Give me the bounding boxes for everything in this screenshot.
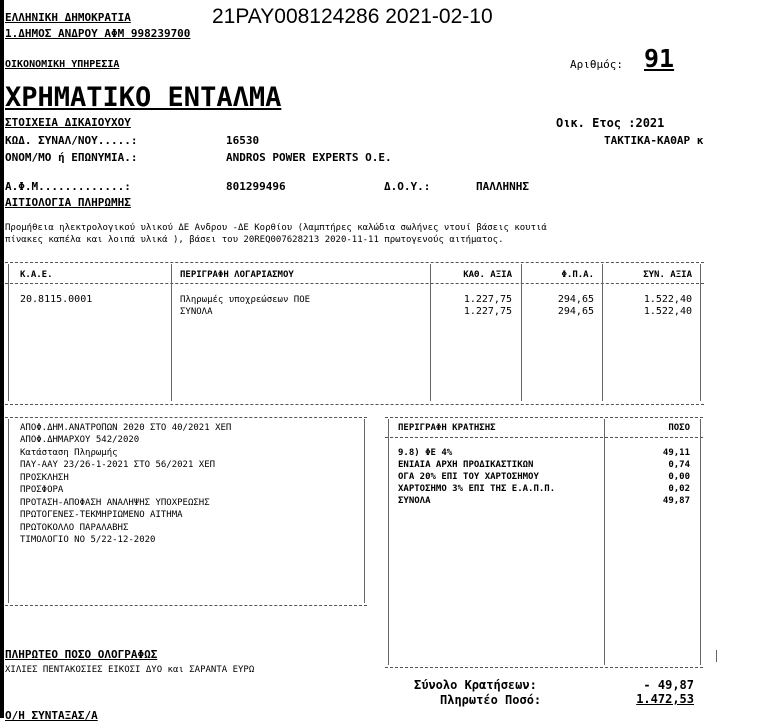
list-item: Κατάσταση Πληρωμής (20, 448, 118, 458)
list-item: ΑΠΟΦ.ΔΗΜΑΡΧΟΥ 542/2020 (20, 435, 140, 445)
list-item: ΤΙΜΟΛΟΓΙΟ ΝΟ 5/22-12-2020 (20, 535, 156, 545)
fiscal-year: Οικ. Ετος :2021 (556, 116, 665, 130)
warrant-number: 91 (644, 44, 675, 73)
column-header-net-value: ΚΑΘ. ΑΞΙΑ (463, 270, 512, 280)
deduction-description: 9.8) ΦΕ 4% (398, 448, 453, 458)
deduction-header-description: ΠΕΡΙΓΡΑΦΗ ΚΡΑΤΗΣΗΣ (398, 423, 496, 433)
municipality-label: 1.ΔΗΜΟΣ ΑΝΔΡΟΥ ΑΦΜ 998239700 (5, 27, 191, 40)
totals-label: ΣΥΝΟΛΑ (180, 307, 213, 317)
beneficiary-section-title: ΣΤΟΙΧΕΙΑ ΔΙΚΑΙΟΥΧΟΥ (5, 116, 131, 129)
vat-total: 294,65 (557, 306, 594, 317)
grand-total: 1.522,40 (643, 306, 692, 317)
list-item: ΠΡΟΤΑΣΗ-ΑΠΟΦΑΣΗ ΑΝΑΛΗΨΗΣ ΥΠΟΧΡΕΩΣΗΣ (20, 498, 210, 508)
beneficiary-name: ANDROS POWER EXPERTS O.E. (226, 151, 392, 164)
deduction-description: ΧΑΡΤΟΣΗΜΟ 3% ΕΠΙ ΤΗΣ Ε.Α.Π.Π. (398, 484, 556, 494)
name-label: ΟΝΟΜ/ΜΟ ή ΕΠΩΝΥΜΙΑ.: (5, 151, 138, 164)
payable-words-title: ΠΛΗΡΩΤΕΟ ΠΟΣΟ ΟΛΟΓΡΑΦΩΣ (5, 648, 158, 661)
total-deductions-label: Σύνολο Κρατήσεων: (414, 678, 537, 692)
deduction-header-amount: ΠΟΣΟ (668, 423, 690, 433)
deduction-amount: 0,74 (668, 460, 690, 470)
payable-amount-value: 1.472,53 (636, 692, 694, 706)
vat-value: 294,65 (557, 294, 594, 305)
column-header-total-value: ΣΥΝ. ΑΞΙΑ (643, 270, 692, 280)
list-item: ΠΑΥ-ΑΑΥ 23/26-1-2021 ΣΤΟ 56/2021 ΧΕΠ (20, 460, 216, 470)
column-header-vat: Φ.Π.Α. (561, 270, 594, 280)
composer-label: Ο/Η ΣΥΝΤΑΞΑΣ/Α (5, 709, 98, 722)
kae-code: 20.8115.0001 (20, 294, 93, 305)
page-title: ΧΡΗΜΑΤΙΚΟ ΕΝΤΑΛΜΑ (5, 82, 282, 113)
total-value: 1.522,40 (643, 294, 692, 305)
document-code: 21PAY008124286 2021-02-10 (212, 5, 493, 28)
afm-value: 801299496 (226, 180, 286, 193)
payable-amount-label: Πληρωτέο Ποσό: (440, 693, 542, 707)
list-item: ΠΡΟΣΚΛΗΣΗ (20, 473, 69, 483)
payable-amount-in-words: ΧΙΛΙΕΣ ΠΕΝΤΑΚΟΣΙΕΣ ΕΙΚΟΣΙ ΔΥΟ και ΣΑΡΑΝΤΑ ΕΥΡΩ (5, 665, 255, 675)
justification-line-1: Προμήθεια ηλεκτρολογικού υλικού ΔΕ Ανδρου -ΔΕ Κορθίου (λαμπτήρες καλώδια σωλήνες ντουί βάσεις κουτιά (5, 223, 547, 233)
number-label: Αριθμός: (570, 58, 623, 71)
contractor-code-label: ΚΩΔ. ΣΥΝΑΛ/ΝΟΥ.....: (5, 134, 138, 147)
service-label: ΟΙΚΟΝΟΜΙΚΗ ΥΠΗΡΕΣΙΑ (5, 59, 120, 70)
deduction-amount: 49,11 (662, 448, 690, 458)
list-item: ΠΡΟΣΦΟΡΑ (20, 485, 64, 495)
republic-label: ΕΛΛΗΝΙΚΗ ΔΗΜΟΚΡΑΤΙΑ (5, 11, 131, 24)
total-deductions-value: - 49,87 (643, 678, 694, 692)
account-description: Πληρωμές υποχρεώσεων ΠΟΕ (180, 295, 311, 305)
column-header-description: ΠΕΡΙΓΡΑΦΗ ΛΟΓΑΡΙΑΣΜΟΥ (180, 270, 294, 280)
afm-label: Α.Φ.Μ.............: (5, 180, 131, 193)
doy-value: ΠΑΛΛΗΝΗΣ (476, 180, 529, 193)
payment-type: ΤΑΚΤΙΚΑ-ΚΑΘΑΡ κ (604, 134, 704, 147)
column-header-kae: Κ.Α.Ε. (20, 270, 53, 280)
deduction-amount: 0,02 (668, 484, 690, 494)
justification-line-2: πίνακες καπέλα και λοιπά υλικά ), βάσει του 20REQ007628213 2020-11-11 πρωτογενούς αιτήματος. (5, 235, 504, 245)
deduction-description: ΟΓΑ 20% ΕΠΙ ΤΟΥ ΧΑΡΤΟΣΗΜΟΥ (398, 472, 539, 482)
list-item: ΑΠΟΦ.ΔΗΜ.ΑΝΑΤΡΟΠΩΝ 2020 ΣΤΟ 40/2021 ΧΕΠ (20, 423, 232, 433)
net-total: 1.227,75 (463, 306, 512, 317)
justification-title: ΑΙΤΙΟΛΟΓΙΑ ΠΛΗΡΩΜΗΣ (5, 196, 131, 209)
deduction-totals-label: ΣΥΝΟΛΑ (398, 496, 431, 506)
list-item: ΠΡΩΤΟΓΕΝΕΣ-ΤΕΚΜΗΡΙΩΜΕΝΟ ΑΙΤΗΜΑ (20, 510, 183, 520)
deduction-amount: 0,00 (668, 472, 690, 482)
scan-edge (0, 0, 4, 718)
deduction-totals-amount: 49,87 (662, 496, 690, 506)
doy-label: Δ.Ο.Υ.: (384, 180, 431, 193)
list-item: ΠΡΩΤΟΚΟΛΛΟ ΠΑΡΑΛΑΒΗΣ (20, 523, 129, 533)
contractor-code: 16530 (226, 134, 260, 147)
deduction-description: ΕΝΙΑΙΑ ΑΡΧΗ ΠΡΟΔΙΚΑΣΤΙΚΩΝ (398, 460, 534, 470)
net-value: 1.227,75 (463, 294, 512, 305)
